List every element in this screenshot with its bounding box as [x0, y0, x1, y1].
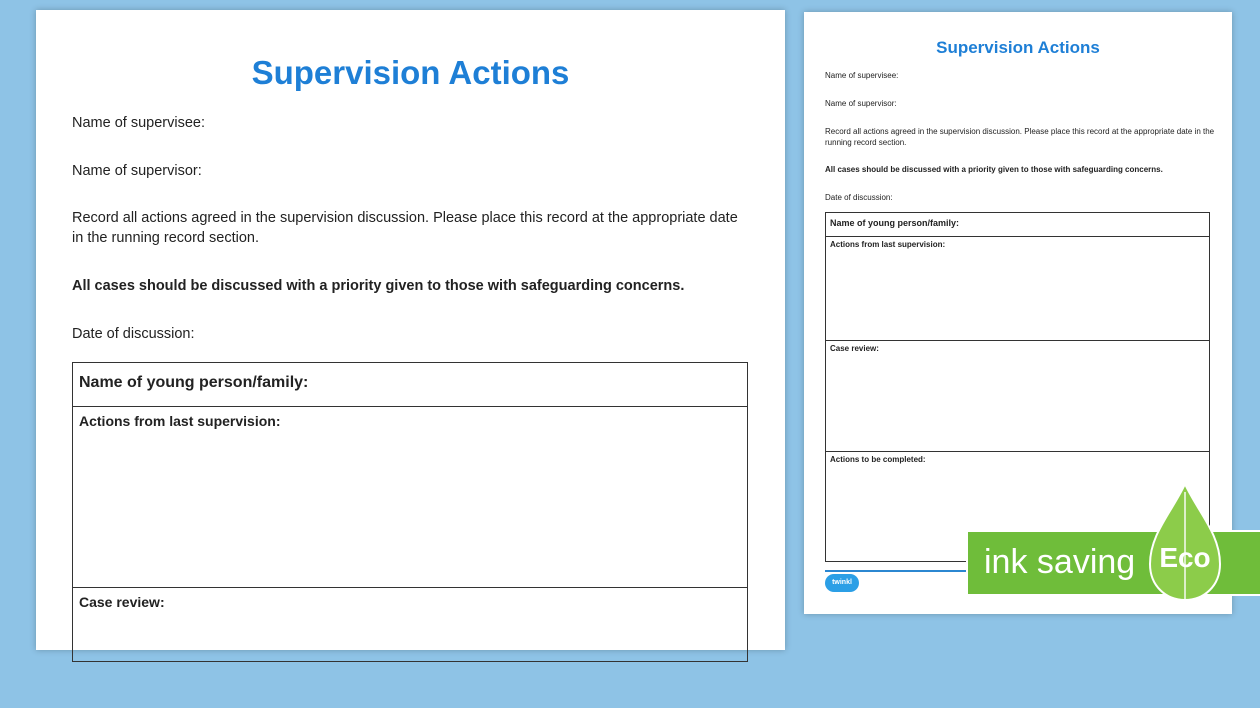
date-label-small: Date of discussion:: [825, 193, 893, 202]
actions-table: [72, 362, 748, 662]
date-label: Date of discussion:: [72, 326, 195, 342]
supervisee-label: Name of supervisee:: [72, 115, 205, 131]
table-header-young-person-small: Name of young person/family:: [826, 213, 1209, 237]
table-row-case-review: Case review:: [79, 594, 165, 610]
instructions-text-small: Record all actions agreed in the supervision discussion. Please place this record at the appropriate date in the running record section.: [825, 127, 1215, 147]
instructions-text: Record all actions agreed in the supervision discussion. Please place this record at the appropriate date in the running record section.: [72, 210, 738, 246]
table-header-young-person: Name of young person/family:: [73, 363, 747, 407]
leaf-drop-icon: [1148, 482, 1222, 610]
table-row-actions-last-supervision: Actions from last supervision:: [73, 407, 747, 588]
table-row-actions-last-supervision-small: Actions from last supervision:: [826, 237, 1209, 341]
ink-saving-text: ink saving: [984, 543, 1136, 581]
supervisor-label-small: Name of supervisor:: [825, 99, 897, 108]
supervisor-label: Name of supervisor:: [72, 163, 202, 179]
document-title: Supervision Actions: [251, 54, 570, 91]
priority-note: All cases should be discussed with a priority given to those with safeguarding concerns.: [72, 278, 685, 294]
document-title-small: Supervision Actions: [936, 38, 1100, 57]
priority-note-small: All cases should be discussed with a priority given to those with safeguarding concerns.: [825, 165, 1163, 174]
twinkl-logo-icon: twinkl: [825, 574, 859, 592]
table-row-case-review-small: Case review:: [826, 341, 1209, 452]
document-page-large: [36, 10, 785, 650]
table-row-actions-to-complete-small: Actions to be completed:: [830, 455, 926, 464]
eco-label: Eco: [1159, 542, 1211, 573]
supervisee-label-small: Name of supervisee:: [825, 71, 899, 80]
